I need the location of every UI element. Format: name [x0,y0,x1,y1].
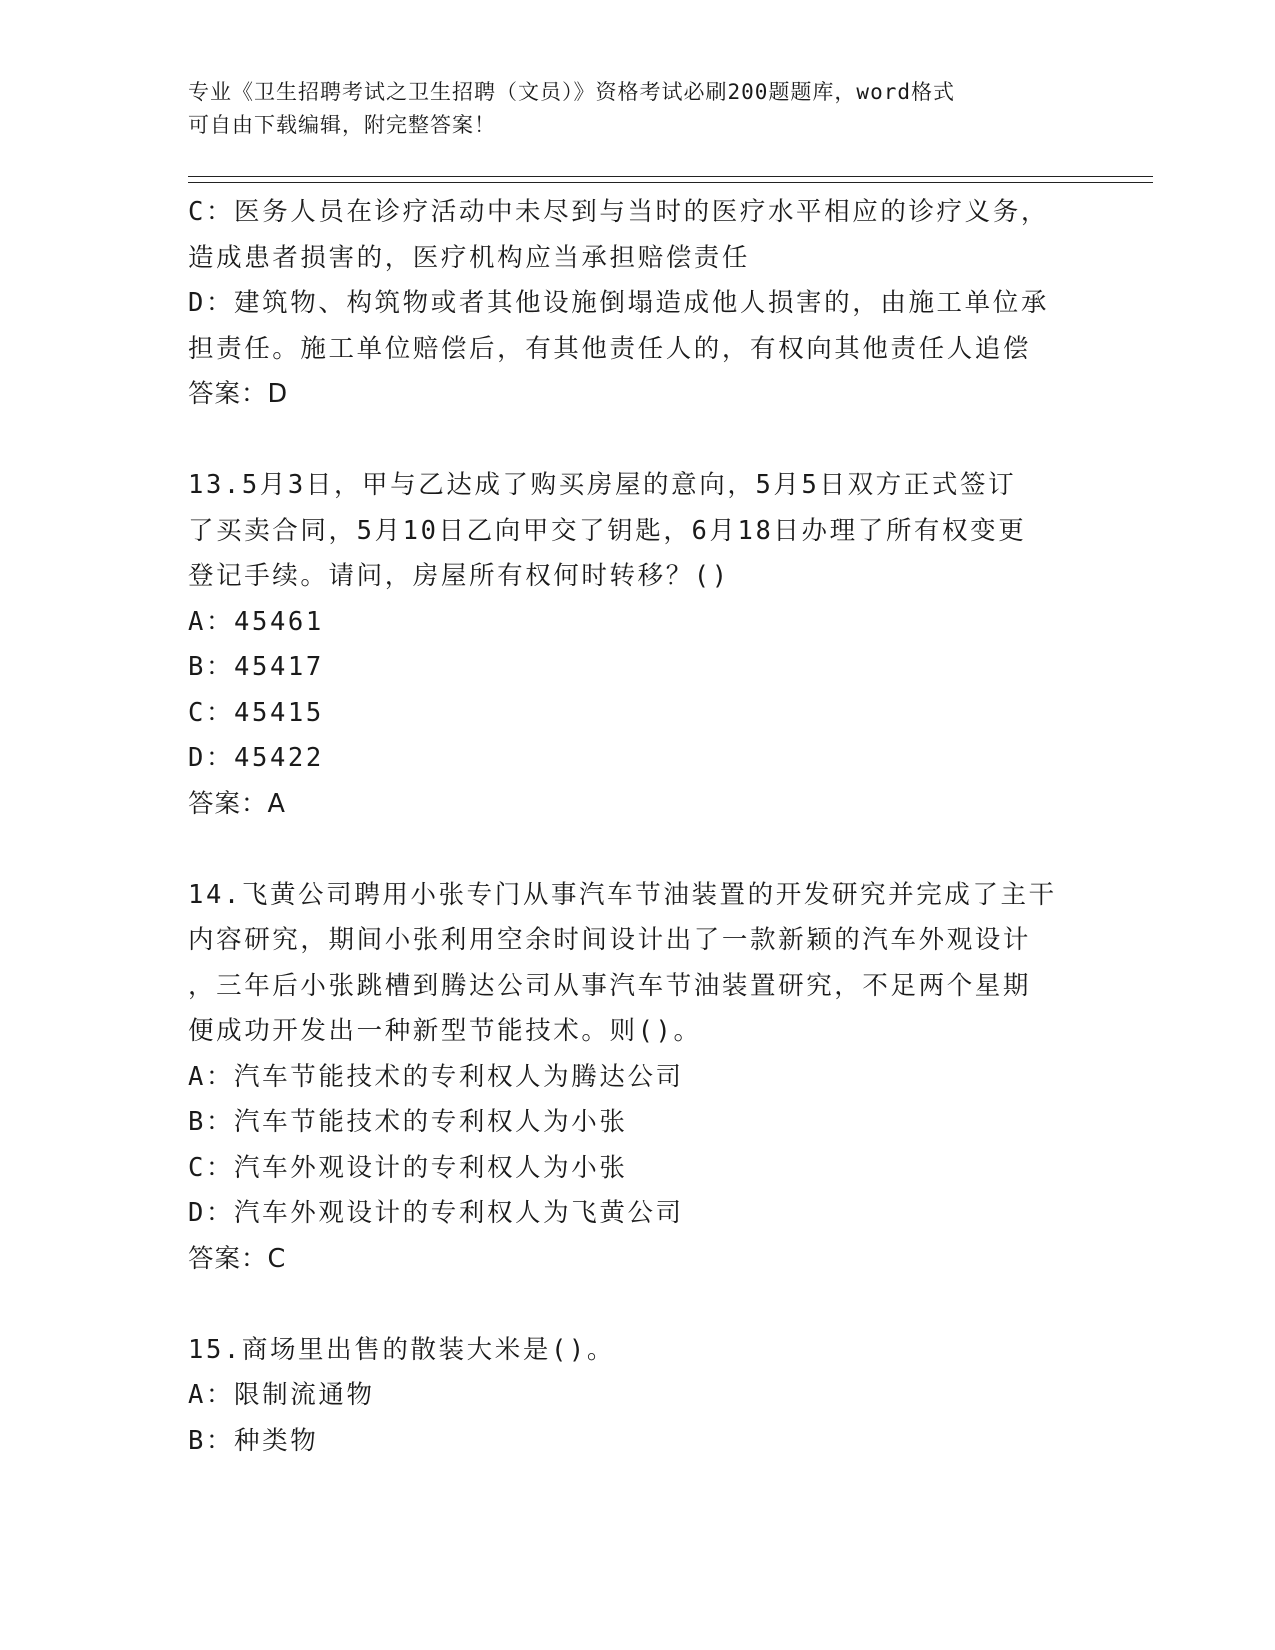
q14-stem-line-4: 便成功开发出一种新型节能技术。则()。 [188,1016,702,1046]
q14-option-d: D：汽车外观设计的专利权人为飞黄公司 [188,1198,684,1228]
option-d-line-2: 担责任。施工单位赔偿后，有其他责任人的，有权向其他责任人追偿 [188,333,1032,364]
q13-option-d: D：45422 [188,743,324,773]
q15-stem-line-1: 15.商场里出售的散装大米是()。 [188,1334,615,1365]
answer-12: 答案：D [188,379,289,409]
q15-option-b: B：种类物 [188,1425,319,1456]
q13-option-c: C：45415 [188,697,324,728]
q15-option-a: A：限制流通物 [188,1380,375,1410]
question-12-tail [188,190,1088,418]
answer-13: 答案：A [188,788,286,819]
spacer [188,418,1088,464]
q13-option-a: A：45461 [188,606,324,637]
q14-stem-line-3: ，三年后小张跳槽到腾达公司从事汽车节油装置研究，不足两个星期 [188,970,1032,1001]
header-line-1: 专业《卫生招聘考试之卫生招聘（文员）》资格考试必刷200题题库，word格式 [188,80,955,104]
question-content [188,190,1088,1464]
answer-14: 答案：C [188,1243,287,1274]
option-c-line-2: 造成患者损害的，医疗机构应当承担赔偿责任 [188,242,751,273]
spacer [188,827,1088,873]
q14-option-b: B：汽车节能技术的专利权人为小张 [188,1107,628,1137]
q13-stem-line-3: 登记手续。请问，房屋所有权何时转移？() [188,561,730,591]
question-15 [188,1328,1088,1465]
q13-stem-line-2: 了买卖合同，5月10日乙向甲交了钥匙，6月18日办理了所有权变更 [188,515,1027,546]
q13-option-b: B：45417 [188,652,324,682]
option-d-line-1: D：建筑物、构筑物或者其他设施倒塌造成他人损害的，由施工单位承 [188,288,1049,318]
option-c-line-1: C：医务人员在诊疗活动中未尽到与当时的医疗水平相应的诊疗义务， [188,197,1049,227]
q14-option-c: C：汽车外观设计的专利权人为小张 [188,1152,628,1183]
header-divider-bottom [188,182,1153,183]
question-13 [188,463,1088,827]
header-line-2: 可自由下载编辑，附完整答案！ [188,113,496,137]
q13-stem-line-1: 13.5月3日，甲与乙达成了购买房屋的意向，5月5日双方正式签订 [188,470,1017,500]
q14-option-a: A：汽车节能技术的专利权人为腾达公司 [188,1061,684,1092]
header-divider-top [188,176,1153,177]
q14-stem-line-1: 14.飞黄公司聘用小张专门从事汽车节油装置的开发研究并完成了主干 [188,879,1057,910]
document-header [188,76,1068,142]
question-14 [188,873,1088,1283]
q14-stem-line-2: 内容研究，期间小张利用空余时间设计出了一款新颖的汽车外观设计 [188,925,1032,955]
spacer [188,1282,1088,1328]
